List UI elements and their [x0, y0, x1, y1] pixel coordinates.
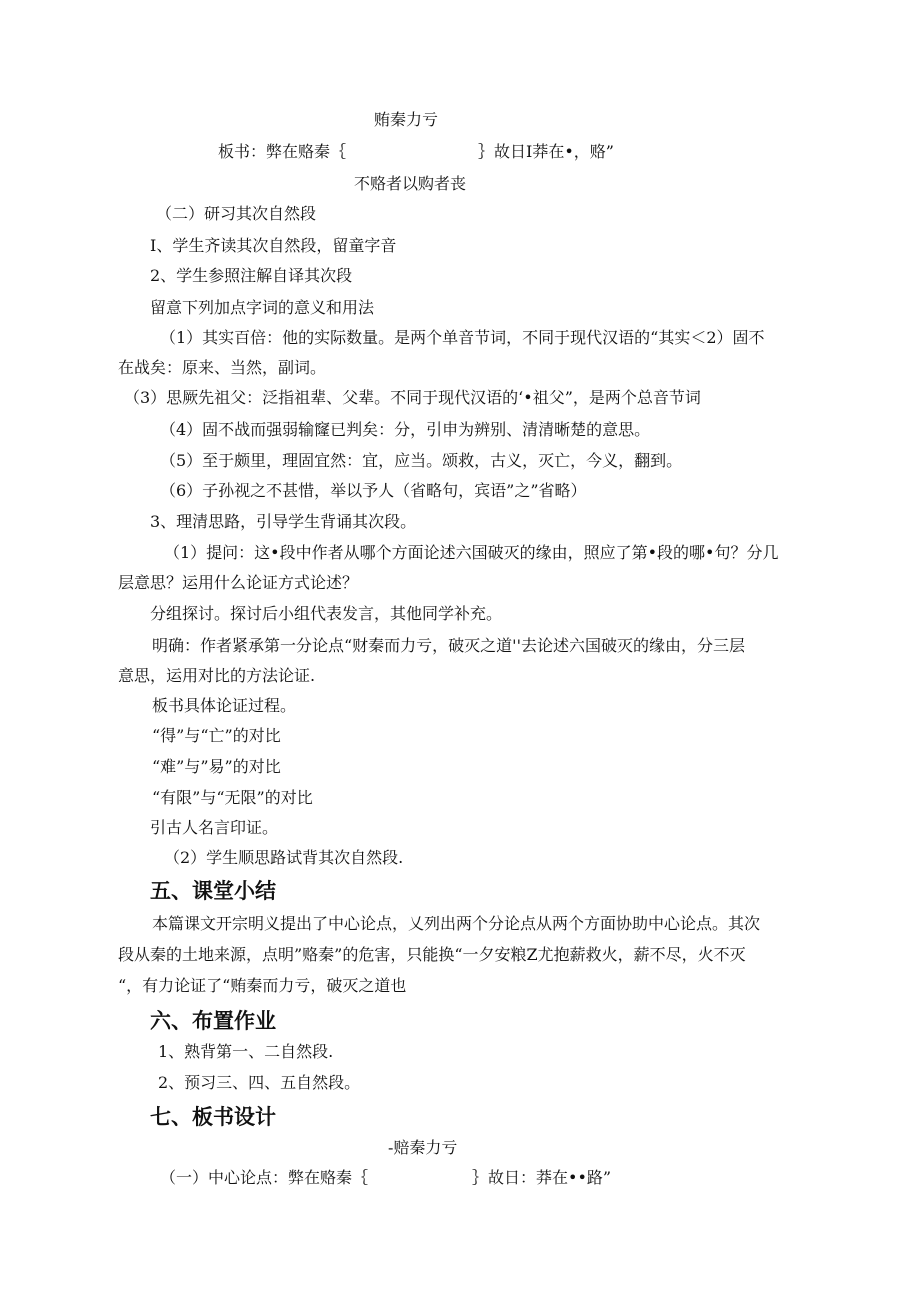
quote: 引古人名言印证。: [150, 818, 279, 837]
step-1: I、学生齐读其次自然段，留童字音: [150, 236, 397, 255]
note: 留意下列加点字词的意义和用法: [150, 298, 375, 317]
homework-2: 2、预习三、四、五自然段。: [158, 1073, 361, 1092]
board-process: 板书具体论证过程。: [152, 696, 297, 715]
board-design-title: -赔秦力亏: [388, 1138, 458, 1157]
board-title: 贿秦力亏: [374, 110, 439, 129]
step-2: 2、学生参照注解自译其次段: [150, 266, 353, 285]
item-1-line-a: （1）其实百倍：他的实际数量。是两个单音节词，不同于现代汉语的“其实＜2）固不: [160, 328, 765, 347]
summary-line-1: 本篇课文开宗明义提出了中心论点，乂列出两个分论点从两个方面协助中心论点。其次: [152, 914, 761, 933]
question-2: （2）学生顺思路试背其次自然段.: [164, 848, 404, 867]
homework-1: 1、熟背第一、二自然段.: [158, 1042, 334, 1061]
question-1-line-b: 层意思？运用什么论证方式论述？: [118, 573, 359, 592]
clarify-line-a: 明确：作者紧承第一分论点“财秦而力亏，破灭之道''去论述六国破灭的缘由，分三层: [152, 636, 745, 655]
question-1-line-a: （1）提问：这•段中作者从哪个方面论述六国破灭的缘由，照应了第•段的哪•句？分几: [164, 543, 779, 562]
item-4: （4）固不战而强弱输窿已判矣：分，引申为辨别、清清晰楚的意思。: [160, 420, 651, 439]
item-6: （6）子孙视之不甚惜，举以予人（省略句，宾语”之”省略）: [160, 481, 587, 500]
item-3: （3）思厥先祖父：泛指祖辈、父辈。不同于现代汉语的‘•祖父”，是两个总音节词: [124, 388, 701, 407]
summary-line-2: 段从秦的土地来源，点明”赂秦”的危害，只能换“一夕安粮Z尤抱薪救火，薪不尽，火不灭: [118, 945, 746, 964]
board-design-line-right: ｝故日：莽在••路”: [472, 1168, 612, 1187]
section-heading: （二）研习其次自然段: [156, 204, 317, 223]
summary-line-3: “，有力论证了“贿秦而力亏，破灭之道也: [118, 976, 407, 995]
heading-homework: 六、布置作业: [150, 1009, 276, 1033]
contrast-2: “难”与”易”的对比: [152, 757, 281, 776]
step-3: 3、理清思路，引导学生背诵其次段。: [150, 512, 417, 531]
board-line-left: 板书：弊在赂秦｛: [218, 142, 347, 161]
board-line-sub: 不赂者以购者丧: [354, 174, 467, 193]
contrast-1: “得”与“亡”的对比: [152, 726, 281, 745]
contrast-3: “有限”与“无限”的对比: [152, 788, 313, 807]
item-1-line-b: 在战矣：原来、当然，副词。: [118, 358, 327, 377]
discussion: 分组探讨。探讨后小组代表发言，其他同学补充。: [150, 604, 503, 623]
clarify-line-b: 意思，运用对比的方法论证.: [118, 666, 316, 685]
item-5: （5）至于颇里，理固宜然：宜，应当。颂救，古义，灭亡，今义，翻到。: [160, 451, 683, 470]
heading-summary: 五、课堂小结: [150, 879, 276, 903]
board-line-right: ｝故日I莽在•，赂”: [478, 142, 614, 161]
heading-board-design: 七、板书设计: [150, 1105, 276, 1129]
board-design-line-left: （一）中心论点：弊在赂秦｛: [160, 1168, 369, 1187]
